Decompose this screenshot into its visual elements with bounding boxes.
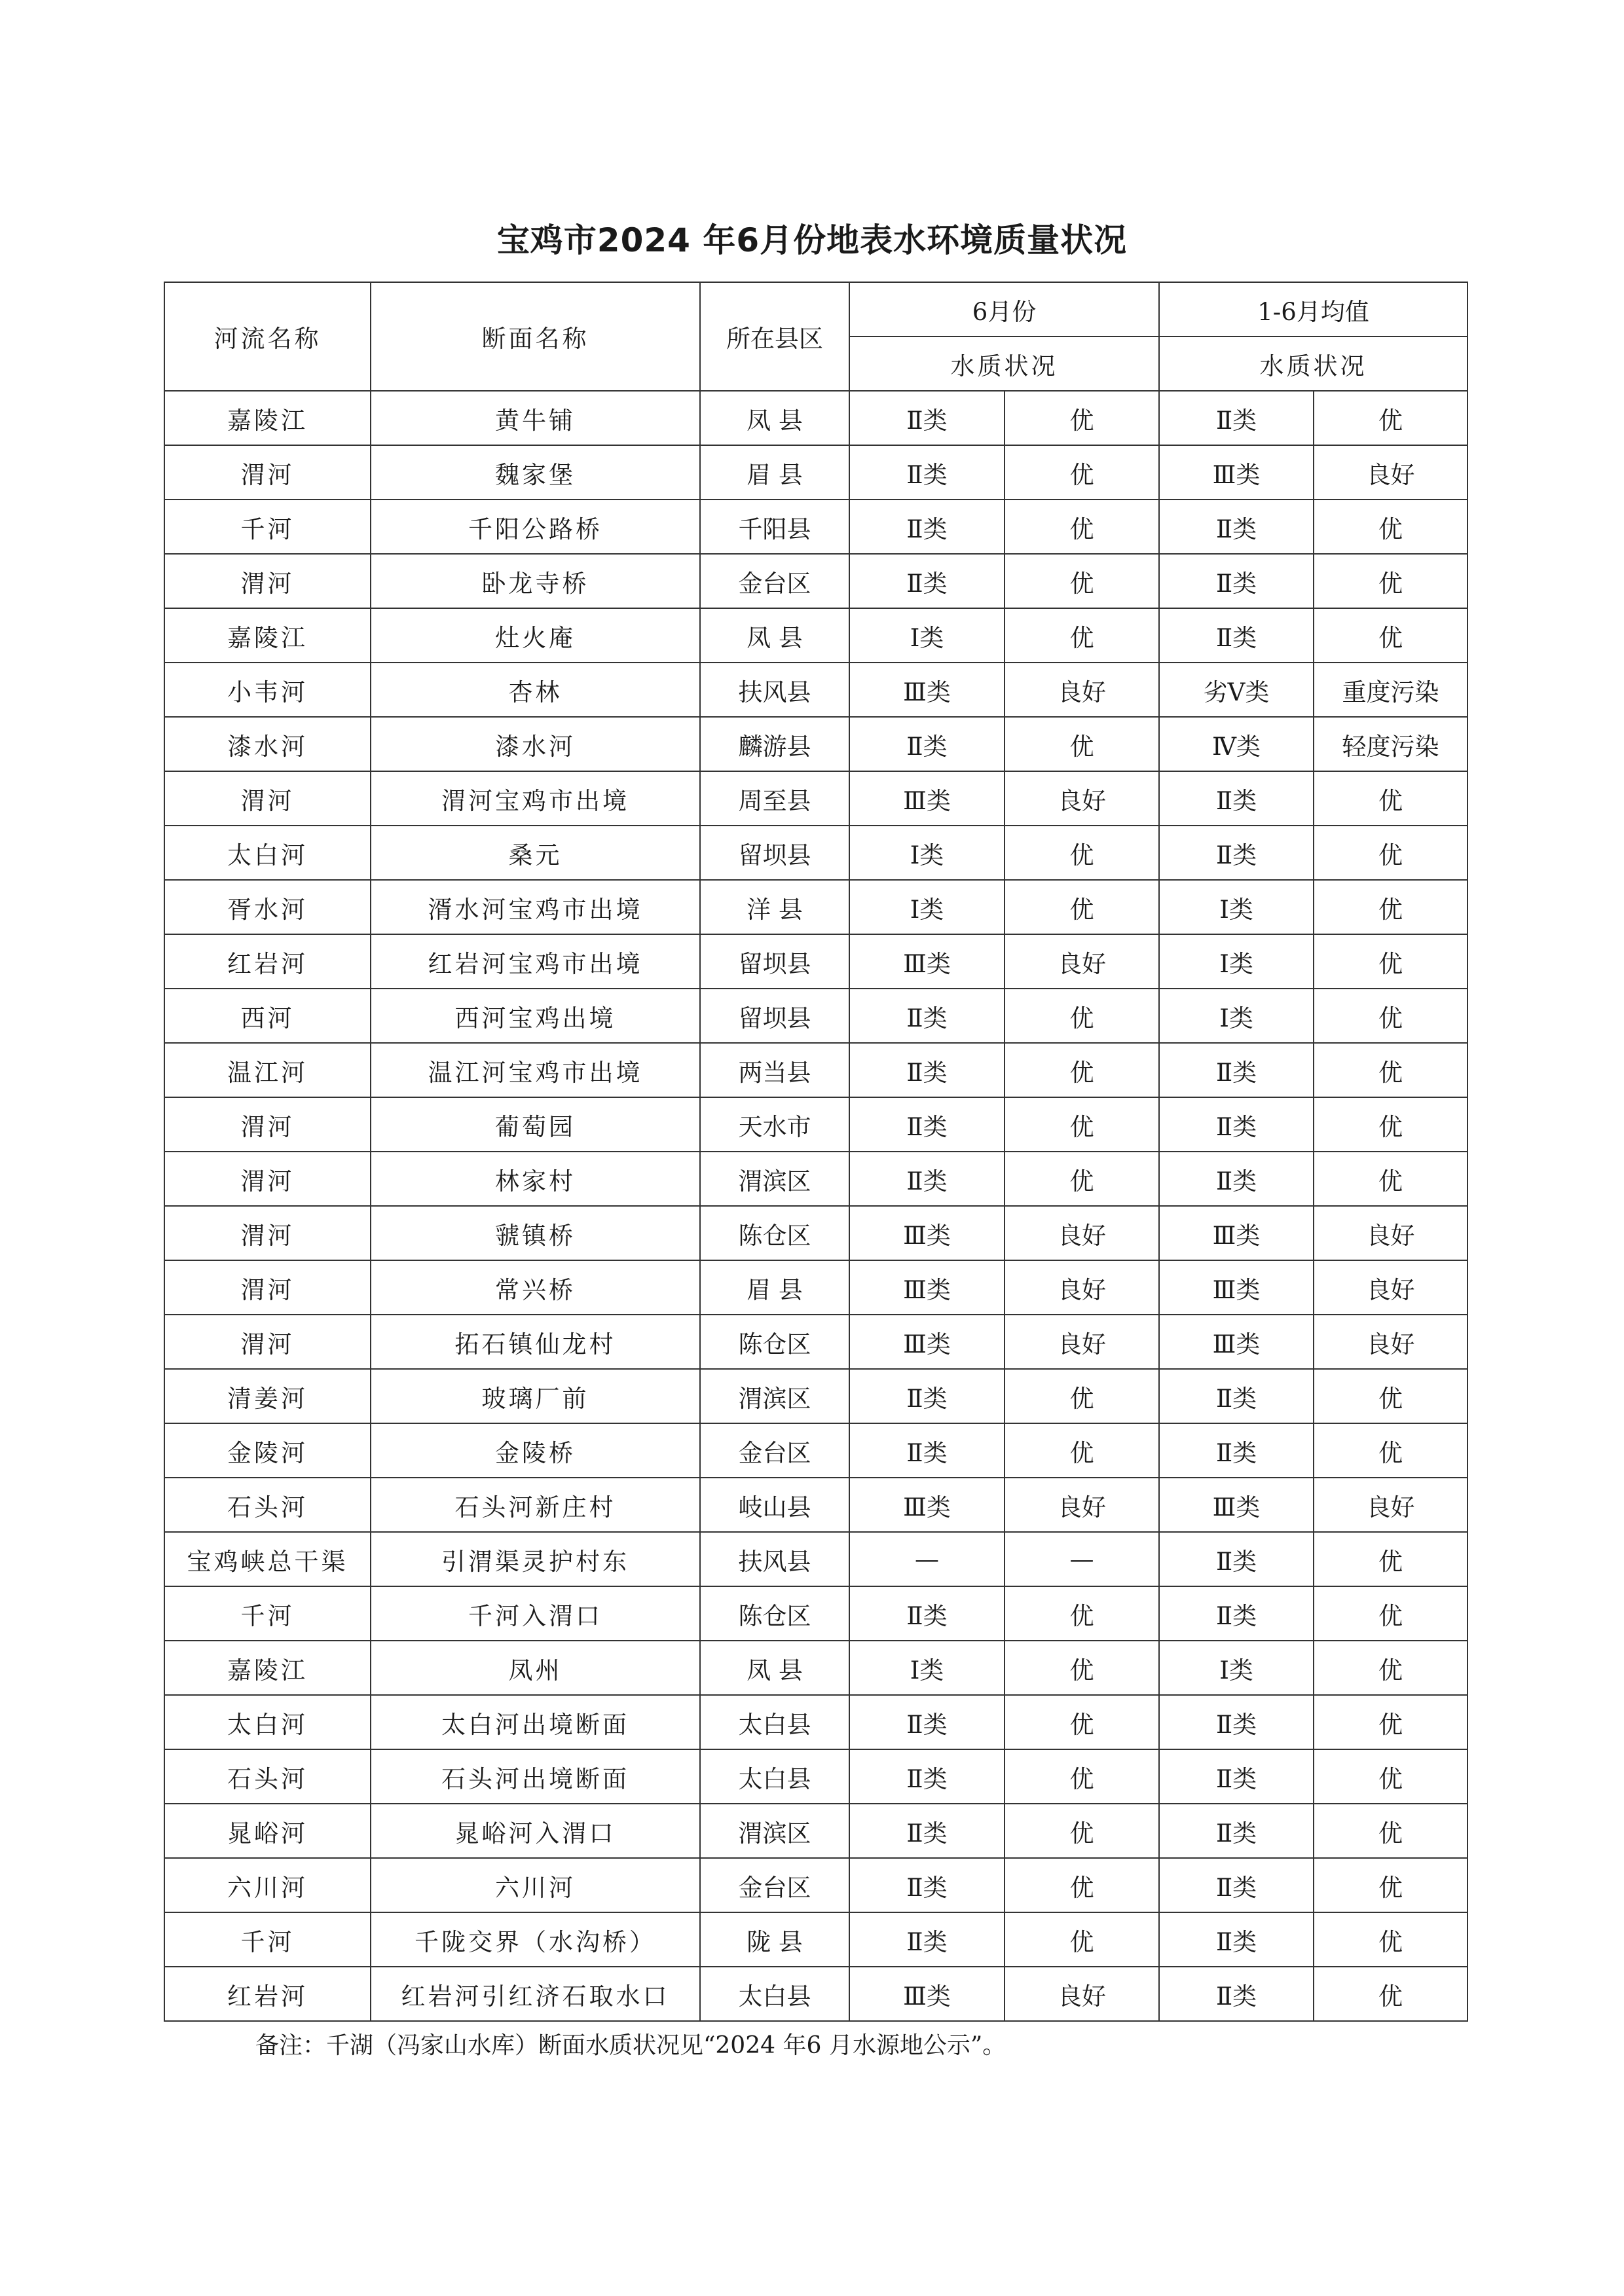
river-name-cell: 嘉陵江: [164, 1641, 371, 1695]
avg-status-cell: 良好: [1314, 1315, 1467, 1369]
june-status-cell: 优: [1005, 989, 1159, 1043]
june-status-cell: 优: [1005, 445, 1159, 500]
june-status-cell: 良好: [1005, 934, 1159, 989]
table-row: [164, 608, 1467, 663]
table-row: [164, 1260, 1467, 1315]
june-status-cell: 优: [1005, 826, 1159, 880]
section-name-cell: 六川河: [371, 1858, 700, 1912]
avg-class-cell: Ⅰ类: [1159, 989, 1314, 1043]
avg-status-cell: 轻度污染: [1314, 717, 1467, 771]
river-name-cell: 西河: [164, 989, 371, 1043]
avg-class-cell: Ⅱ类: [1159, 1804, 1314, 1858]
section-name-cell: 林家村: [371, 1152, 700, 1206]
river-name-cell: 渭河: [164, 771, 371, 826]
section-name-cell: 黄牛铺: [371, 391, 700, 445]
avg-status-cell: 良好: [1314, 1206, 1467, 1260]
table-row: [164, 1478, 1467, 1532]
avg-status-cell: 优: [1314, 1749, 1467, 1804]
table-row: [164, 1641, 1467, 1695]
june-class-cell: Ⅱ类: [849, 1912, 1005, 1967]
june-class-cell: Ⅲ类: [849, 934, 1005, 989]
avg-status-cell: 优: [1314, 608, 1467, 663]
avg-status-cell: 优: [1314, 880, 1467, 934]
june-class-cell: Ⅰ类: [849, 826, 1005, 880]
county-cell: 凤 县: [700, 391, 849, 445]
avg-status-cell: 优: [1314, 1097, 1467, 1152]
avg-class-cell: Ⅱ类: [1159, 1695, 1314, 1749]
table-row: [164, 554, 1467, 608]
table-row: [164, 934, 1467, 989]
river-name-cell: 千河: [164, 500, 371, 554]
county-cell: 凤 县: [700, 608, 849, 663]
june-class-cell: —: [849, 1532, 1005, 1586]
avg-class-cell: Ⅲ类: [1159, 445, 1314, 500]
river-name-cell: 石头河: [164, 1478, 371, 1532]
county-cell: 洋 县: [700, 880, 849, 934]
county-cell: 渭滨区: [700, 1152, 849, 1206]
avg-class-cell: Ⅱ类: [1159, 1532, 1314, 1586]
avg-class-cell: Ⅱ类: [1159, 1967, 1314, 2021]
table-row: [164, 500, 1467, 554]
june-status-cell: 良好: [1005, 771, 1159, 826]
june-class-cell: Ⅱ类: [849, 391, 1005, 445]
june-class-cell: Ⅱ类: [849, 1858, 1005, 1912]
june-status-cell: 良好: [1005, 663, 1159, 717]
section-name-cell: 西河宝鸡出境: [371, 989, 700, 1043]
table-row: [164, 1369, 1467, 1423]
avg-class-cell: Ⅱ类: [1159, 826, 1314, 880]
river-name-cell: 嘉陵江: [164, 608, 371, 663]
county-cell: 陈仓区: [700, 1586, 849, 1641]
avg-status-cell: 优: [1314, 771, 1467, 826]
county-cell: 金台区: [700, 554, 849, 608]
river-name-cell: 渭河: [164, 1260, 371, 1315]
section-name-cell: 红岩河宝鸡市出境: [371, 934, 700, 989]
june-status-cell: 优: [1005, 1097, 1159, 1152]
river-name-cell: 金陵河: [164, 1423, 371, 1478]
river-name-cell: 温江河: [164, 1043, 371, 1097]
table-row: [164, 1097, 1467, 1152]
avg-class-cell: Ⅱ类: [1159, 391, 1314, 445]
header-jan-jun-average: 1-6月均值: [1159, 282, 1467, 337]
june-status-cell: 优: [1005, 1804, 1159, 1858]
june-class-cell: Ⅱ类: [849, 500, 1005, 554]
table-row: [164, 771, 1467, 826]
section-name-cell: 石头河出境断面: [371, 1749, 700, 1804]
avg-status-cell: 优: [1314, 934, 1467, 989]
table-row: [164, 989, 1467, 1043]
avg-class-cell: Ⅲ类: [1159, 1206, 1314, 1260]
june-status-cell: 优: [1005, 554, 1159, 608]
table-row: [164, 717, 1467, 771]
section-name-cell: 引渭渠灵护村东: [371, 1532, 700, 1586]
table-row: [164, 1749, 1467, 1804]
june-class-cell: Ⅱ类: [849, 717, 1005, 771]
june-status-cell: 优: [1005, 1586, 1159, 1641]
table-body: [164, 391, 1467, 2021]
section-name-cell: 千陇交界（水沟桥）: [371, 1912, 700, 1967]
avg-class-cell: Ⅲ类: [1159, 1478, 1314, 1532]
section-name-cell: 千阳公路桥: [371, 500, 700, 554]
county-cell: 陈仓区: [700, 1206, 849, 1260]
table-row: [164, 1152, 1467, 1206]
river-name-cell: 渭河: [164, 1206, 371, 1260]
river-name-cell: 六川河: [164, 1858, 371, 1912]
avg-status-cell: 优: [1314, 1804, 1467, 1858]
river-name-cell: 清姜河: [164, 1369, 371, 1423]
june-status-cell: 优: [1005, 1912, 1159, 1967]
avg-status-cell: 良好: [1314, 1260, 1467, 1315]
section-name-cell: 常兴桥: [371, 1260, 700, 1315]
river-name-cell: 太白河: [164, 1695, 371, 1749]
section-name-cell: 杏林: [371, 663, 700, 717]
section-name-cell: 桑元: [371, 826, 700, 880]
avg-status-cell: 优: [1314, 1641, 1467, 1695]
river-name-cell: 渭河: [164, 554, 371, 608]
avg-class-cell: Ⅱ类: [1159, 1152, 1314, 1206]
june-status-cell: 良好: [1005, 1478, 1159, 1532]
june-class-cell: Ⅲ类: [849, 1206, 1005, 1260]
table-row: [164, 880, 1467, 934]
county-cell: 陇 县: [700, 1912, 849, 1967]
header-average-quality: 水质状况: [1159, 337, 1467, 391]
avg-class-cell: Ⅱ类: [1159, 1858, 1314, 1912]
avg-status-cell: 良好: [1314, 445, 1467, 500]
county-cell: 眉 县: [700, 445, 849, 500]
avg-status-cell: 优: [1314, 1152, 1467, 1206]
june-class-cell: Ⅱ类: [849, 1097, 1005, 1152]
section-name-cell: 红岩河引红济石取水口: [371, 1967, 700, 2021]
county-cell: 扶风县: [700, 663, 849, 717]
avg-status-cell: 优: [1314, 554, 1467, 608]
section-name-cell: 千河入渭口: [371, 1586, 700, 1641]
river-name-cell: 小韦河: [164, 663, 371, 717]
june-class-cell: Ⅱ类: [849, 1369, 1005, 1423]
june-status-cell: 优: [1005, 1749, 1159, 1804]
avg-class-cell: Ⅲ类: [1159, 1260, 1314, 1315]
table-row: [164, 445, 1467, 500]
table-row: [164, 1532, 1467, 1586]
june-class-cell: Ⅱ类: [849, 1804, 1005, 1858]
june-class-cell: Ⅱ类: [849, 1695, 1005, 1749]
june-class-cell: Ⅲ类: [849, 1967, 1005, 2021]
june-status-cell: 优: [1005, 717, 1159, 771]
june-class-cell: Ⅲ类: [849, 663, 1005, 717]
avg-class-cell: Ⅳ类: [1159, 717, 1314, 771]
county-cell: 渭滨区: [700, 1804, 849, 1858]
avg-class-cell: Ⅱ类: [1159, 1369, 1314, 1423]
avg-status-cell: 优: [1314, 1695, 1467, 1749]
avg-class-cell: Ⅱ类: [1159, 1749, 1314, 1804]
header-county: 所在县区: [700, 282, 849, 391]
section-name-cell: 渭河宝鸡市出境: [371, 771, 700, 826]
section-name-cell: 凤州: [371, 1641, 700, 1695]
june-class-cell: Ⅲ类: [849, 771, 1005, 826]
table-row: [164, 826, 1467, 880]
avg-class-cell: Ⅰ类: [1159, 934, 1314, 989]
river-name-cell: 红岩河: [164, 934, 371, 989]
june-status-cell: 良好: [1005, 1967, 1159, 2021]
june-status-cell: 优: [1005, 1043, 1159, 1097]
avg-class-cell: 劣Ⅴ类: [1159, 663, 1314, 717]
avg-class-cell: Ⅱ类: [1159, 554, 1314, 608]
june-status-cell: 优: [1005, 880, 1159, 934]
avg-status-cell: 优: [1314, 1967, 1467, 2021]
avg-status-cell: 优: [1314, 1858, 1467, 1912]
june-class-cell: Ⅱ类: [849, 445, 1005, 500]
table-row: [164, 391, 1467, 445]
river-name-cell: 胥水河: [164, 880, 371, 934]
river-name-cell: 太白河: [164, 826, 371, 880]
june-status-cell: 优: [1005, 1423, 1159, 1478]
river-name-cell: 石头河: [164, 1749, 371, 1804]
page-title: 宝鸡市2024 年6月份地表水环境质量状况: [496, 221, 1128, 259]
county-cell: 留坝县: [700, 989, 849, 1043]
section-name-cell: 拓石镇仙龙村: [371, 1315, 700, 1369]
avg-class-cell: Ⅱ类: [1159, 771, 1314, 826]
table-row: [164, 1967, 1467, 2021]
avg-status-cell: 优: [1314, 1423, 1467, 1478]
table-row: [164, 1586, 1467, 1641]
table-row: [164, 1043, 1467, 1097]
table-row: [164, 1206, 1467, 1260]
river-name-cell: 晁峪河: [164, 1804, 371, 1858]
section-name-cell: 卧龙寺桥: [371, 554, 700, 608]
table-row: [164, 1315, 1467, 1369]
june-class-cell: Ⅱ类: [849, 989, 1005, 1043]
section-name-cell: 玻璃厂前: [371, 1369, 700, 1423]
table-row: [164, 1858, 1467, 1912]
county-cell: 眉 县: [700, 1260, 849, 1315]
table-row: [164, 663, 1467, 717]
june-status-cell: 良好: [1005, 1315, 1159, 1369]
june-class-cell: Ⅱ类: [849, 1586, 1005, 1641]
county-cell: 太白县: [700, 1695, 849, 1749]
avg-status-cell: 优: [1314, 826, 1467, 880]
june-status-cell: 优: [1005, 500, 1159, 554]
avg-class-cell: Ⅱ类: [1159, 608, 1314, 663]
water-quality-table: [164, 282, 1468, 2022]
table-row: [164, 1695, 1467, 1749]
header-river-name: 河流名称: [164, 282, 371, 391]
section-name-cell: 太白河出境断面: [371, 1695, 700, 1749]
river-name-cell: 红岩河: [164, 1967, 371, 2021]
table-row: [164, 1804, 1467, 1858]
avg-class-cell: Ⅱ类: [1159, 1097, 1314, 1152]
avg-status-cell: 优: [1314, 1532, 1467, 1586]
june-class-cell: Ⅱ类: [849, 1043, 1005, 1097]
section-name-cell: 石头河新庄村: [371, 1478, 700, 1532]
june-status-cell: 优: [1005, 608, 1159, 663]
section-name-cell: 灶火庵: [371, 608, 700, 663]
county-cell: 留坝县: [700, 934, 849, 989]
header-section-name: 断面名称: [371, 282, 700, 391]
avg-status-cell: 优: [1314, 500, 1467, 554]
county-cell: 麟游县: [700, 717, 849, 771]
section-name-cell: 魏家堡: [371, 445, 700, 500]
june-class-cell: Ⅲ类: [849, 1260, 1005, 1315]
section-name-cell: 漆水河: [371, 717, 700, 771]
june-status-cell: 优: [1005, 1152, 1159, 1206]
avg-status-cell: 优: [1314, 391, 1467, 445]
avg-status-cell: 优: [1314, 1369, 1467, 1423]
river-name-cell: 千河: [164, 1912, 371, 1967]
june-status-cell: 良好: [1005, 1206, 1159, 1260]
june-status-cell: 优: [1005, 391, 1159, 445]
river-name-cell: 渭河: [164, 445, 371, 500]
county-cell: 太白县: [700, 1749, 849, 1804]
avg-status-cell: 重度污染: [1314, 663, 1467, 717]
june-status-cell: 优: [1005, 1641, 1159, 1695]
river-name-cell: 嘉陵江: [164, 391, 371, 445]
section-name-cell: 葡萄园: [371, 1097, 700, 1152]
june-status-cell: —: [1005, 1532, 1159, 1586]
table-row: [164, 1912, 1467, 1967]
avg-status-cell: 优: [1314, 1043, 1467, 1097]
county-cell: 渭滨区: [700, 1369, 849, 1423]
county-cell: 金台区: [700, 1423, 849, 1478]
avg-class-cell: Ⅱ类: [1159, 1043, 1314, 1097]
county-cell: 千阳县: [700, 500, 849, 554]
avg-status-cell: 优: [1314, 1912, 1467, 1967]
table-row: [164, 1423, 1467, 1478]
river-name-cell: 渭河: [164, 1152, 371, 1206]
avg-class-cell: Ⅱ类: [1159, 1912, 1314, 1967]
river-name-cell: 漆水河: [164, 717, 371, 771]
section-name-cell: 虢镇桥: [371, 1206, 700, 1260]
avg-class-cell: Ⅲ类: [1159, 1315, 1314, 1369]
header-june-quality: 水质状况: [849, 337, 1159, 391]
avg-status-cell: 优: [1314, 989, 1467, 1043]
avg-status-cell: 优: [1314, 1586, 1467, 1641]
june-class-cell: Ⅲ类: [849, 1478, 1005, 1532]
june-status-cell: 优: [1005, 1858, 1159, 1912]
county-cell: 扶风县: [700, 1532, 849, 1586]
river-name-cell: 渭河: [164, 1315, 371, 1369]
june-status-cell: 良好: [1005, 1260, 1159, 1315]
june-class-cell: Ⅱ类: [849, 1152, 1005, 1206]
river-name-cell: 宝鸡峡总干渠: [164, 1532, 371, 1586]
section-name-cell: 温江河宝鸡市出境: [371, 1043, 700, 1097]
avg-class-cell: Ⅱ类: [1159, 500, 1314, 554]
june-class-cell: Ⅰ类: [849, 1641, 1005, 1695]
avg-status-cell: 良好: [1314, 1478, 1467, 1532]
county-cell: 留坝县: [700, 826, 849, 880]
avg-class-cell: Ⅱ类: [1159, 1586, 1314, 1641]
avg-class-cell: Ⅰ类: [1159, 1641, 1314, 1695]
river-name-cell: 渭河: [164, 1097, 371, 1152]
county-cell: 周至县: [700, 771, 849, 826]
june-class-cell: Ⅱ类: [849, 1749, 1005, 1804]
county-cell: 凤 县: [700, 1641, 849, 1695]
county-cell: 两当县: [700, 1043, 849, 1097]
june-status-cell: 优: [1005, 1369, 1159, 1423]
county-cell: 天水市: [700, 1097, 849, 1152]
river-name-cell: 千河: [164, 1586, 371, 1641]
county-cell: 陈仓区: [700, 1315, 849, 1369]
county-cell: 太白县: [700, 1967, 849, 2021]
june-class-cell: Ⅲ类: [849, 1315, 1005, 1369]
section-name-cell: 金陵桥: [371, 1423, 700, 1478]
section-name-cell: 晁峪河入渭口: [371, 1804, 700, 1858]
county-cell: 金台区: [700, 1858, 849, 1912]
june-class-cell: Ⅱ类: [849, 1423, 1005, 1478]
avg-class-cell: Ⅰ类: [1159, 880, 1314, 934]
june-class-cell: Ⅰ类: [849, 880, 1005, 934]
june-status-cell: 优: [1005, 1695, 1159, 1749]
header-june: 6月份: [849, 282, 1159, 337]
june-class-cell: Ⅱ类: [849, 554, 1005, 608]
section-name-cell: 湑水河宝鸡市出境: [371, 880, 700, 934]
june-class-cell: Ⅰ类: [849, 608, 1005, 663]
avg-class-cell: Ⅱ类: [1159, 1423, 1314, 1478]
footnote: 备注：千湖（冯家山水库）断面水质状况见“2024 年6 月水源地公示”。: [255, 2032, 1006, 2059]
county-cell: 岐山县: [700, 1478, 849, 1532]
